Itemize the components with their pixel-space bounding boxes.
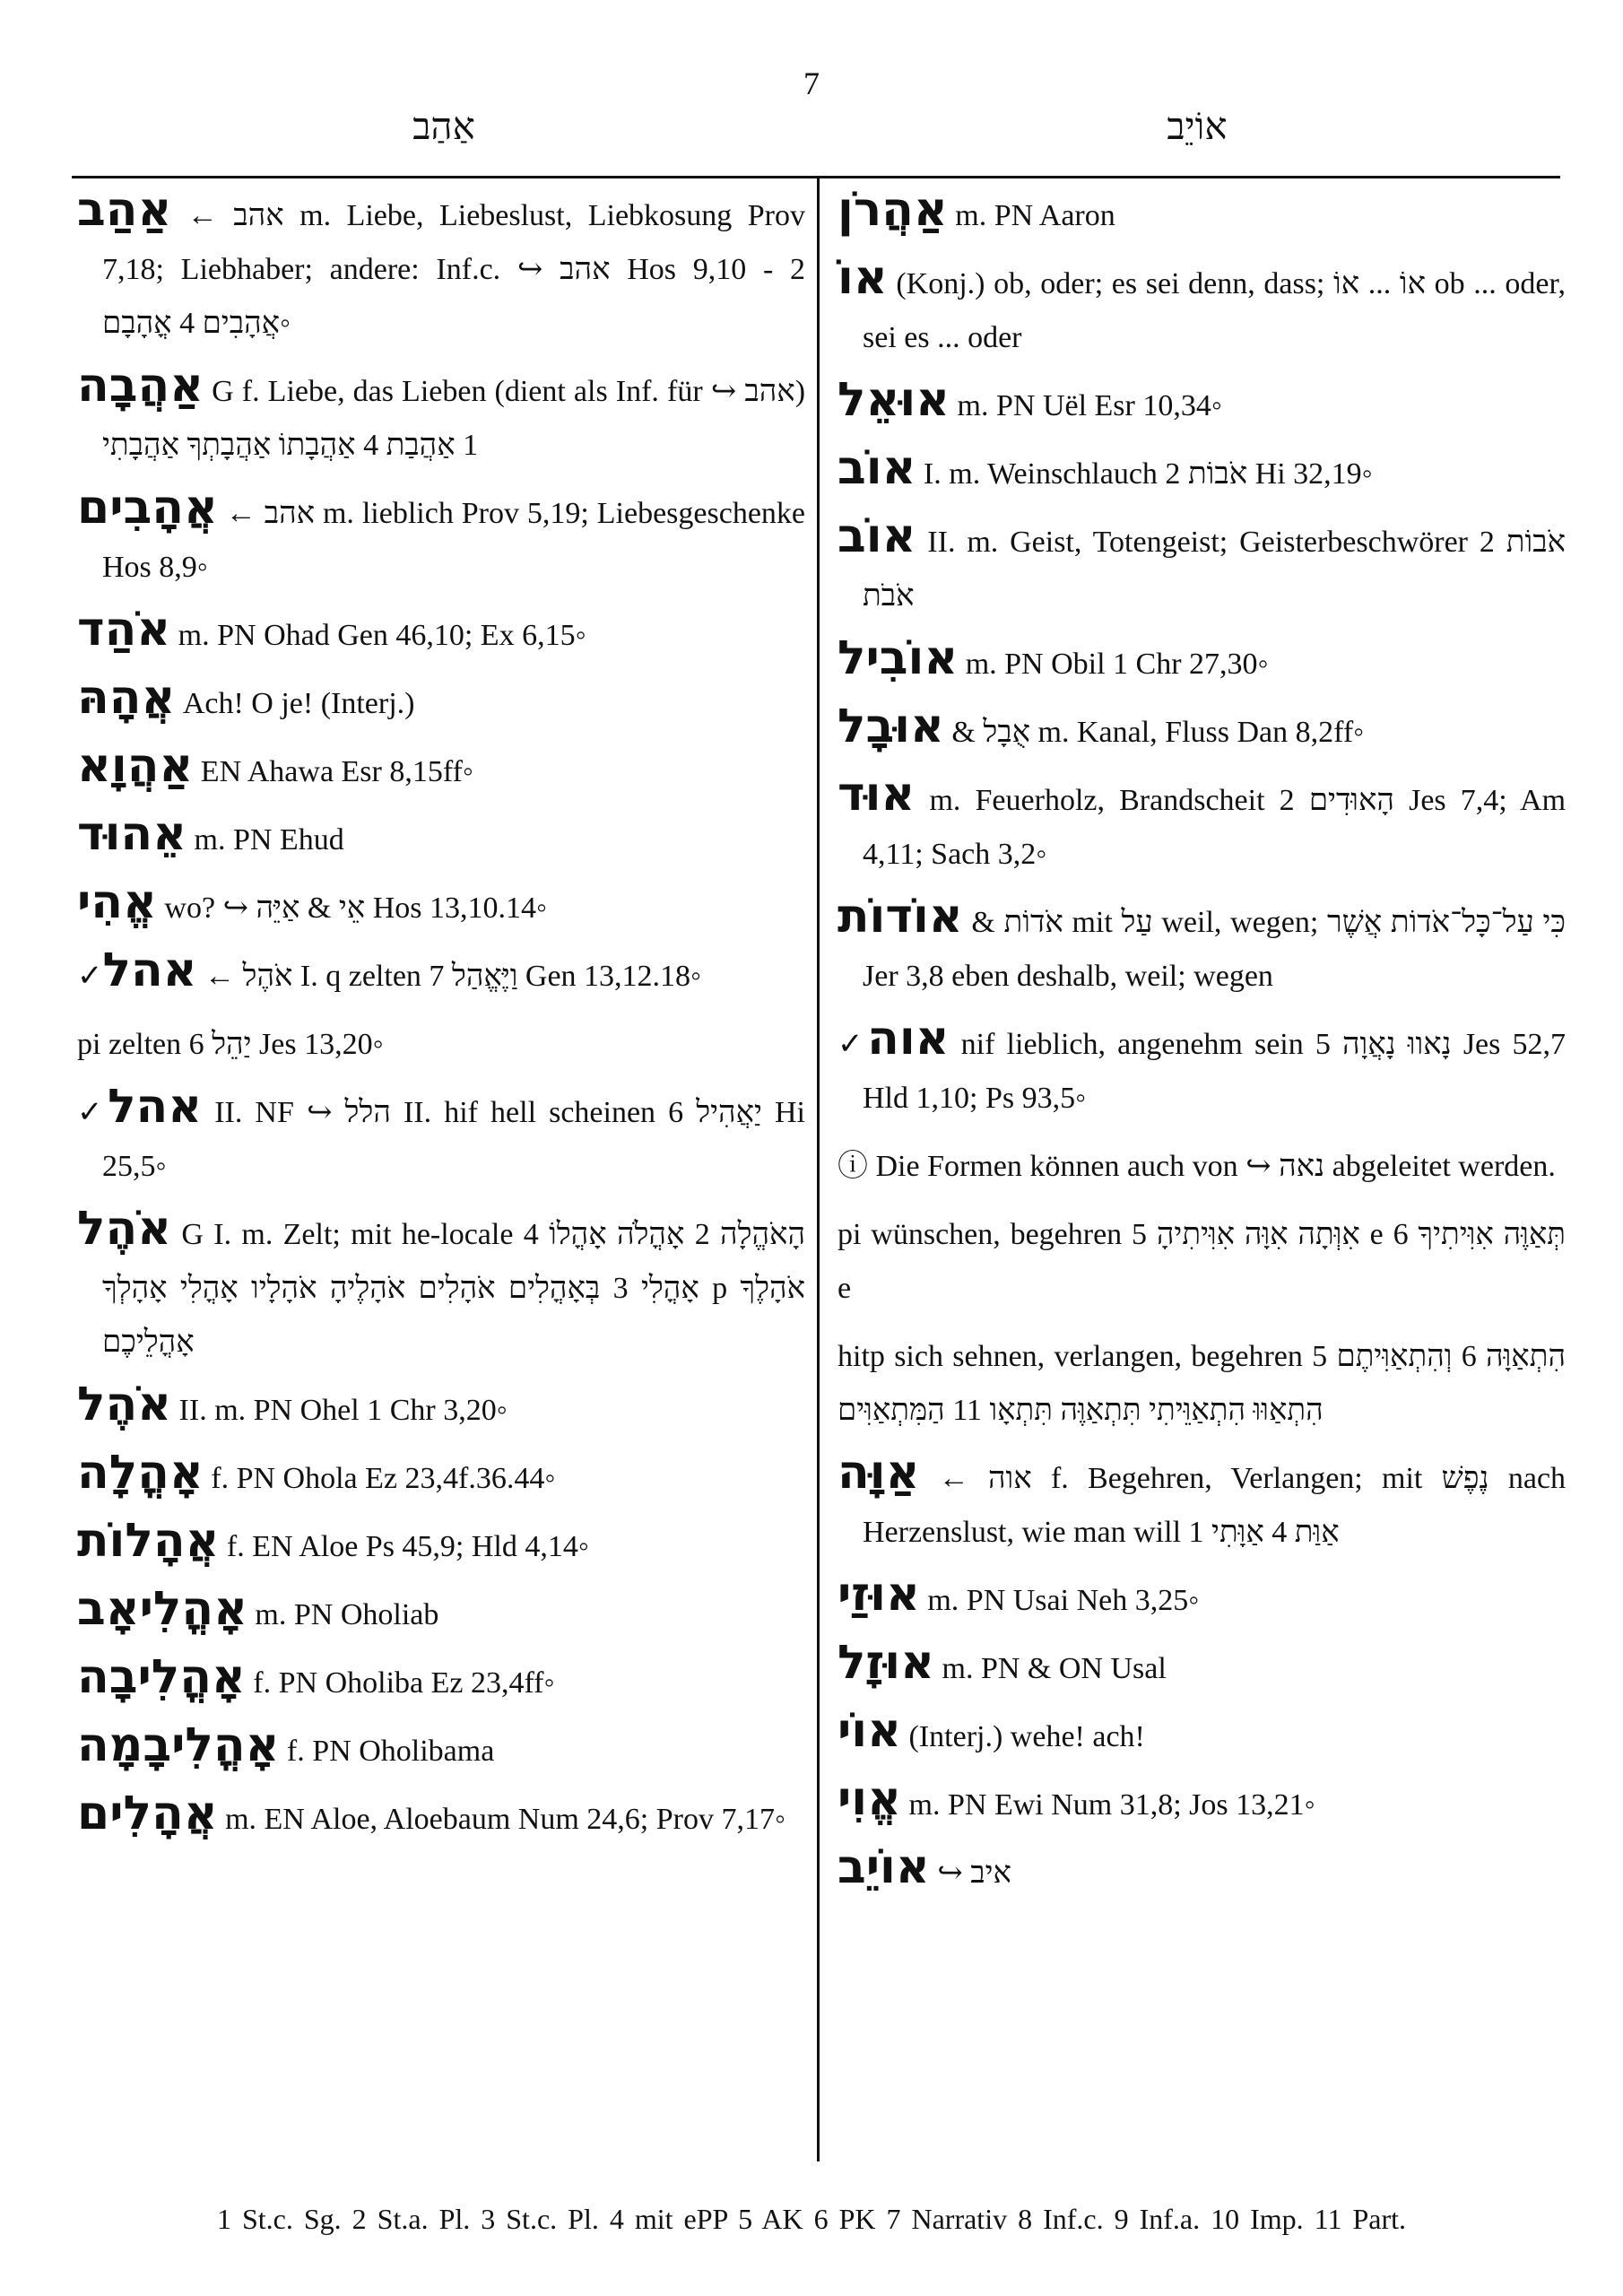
entry-text: (Konj.) ob, oder; es sei denn, dass; אוֹ ... אוֹ ob ... oder, sei es ... oder [863,267,1566,354]
dictionary-entry [838,373,1566,433]
dictionary-entry [77,183,805,351]
entry-lemma: אֵהוּד [77,807,187,861]
dictionary-entry [77,944,805,1004]
entry-lemma: אוֹ [838,251,888,305]
entry-text: (Interj.) wehe! ach! [908,1720,1145,1753]
dictionary-entry [838,1840,1566,1900]
entry-lemma: אוּזָל [838,1636,934,1690]
dictionary-entry [838,1012,1566,1126]
entry-text: G I. m. Zelt; mit he-locale הָאֹהֱלָה 2 אָהֳלֹה אָהֳלוֹ 4 אָהֳלִי 3 בְּאָהֳלִים אֹהָלִים אֹהָלֶיהָ אֹהָלָיו אָהֳלִי אָהָלְךָ p אֹהָלֶךָ אָהֳלֵיכֶם [102,1218,806,1359]
entry-text: pi wünschen, begehren 5 אִוְּתָה אִוָּה אִוִּיתִיהָ e 6 תְּאַוֶּה אִוִּיתִיךָ e [838,1218,1567,1305]
entry-text: ⓘ Die Formen können auch von ↪ נאה abgeleitet werden. [838,1150,1556,1183]
dictionary-entry [838,890,1566,1004]
entry-text: m. PN Ewi Num 31,8; Jos 13,21◦ [908,1788,1315,1822]
entry-text: m. PN Obil 1 Chr 27,30◦ [965,648,1269,681]
entry-lemma: אֲהָהּ [77,671,176,725]
dictionary-entry [77,1012,805,1072]
entry-lemma: אָהֳלִיבָה [77,1650,246,1704]
left-column [77,183,805,1855]
dictionary-entry [838,1568,1566,1628]
entry-lemma: אָהֳלִיבָמָה [77,1718,280,1772]
entry-text: m. PN Oholiab [255,1598,439,1631]
entry-lemma: אֲהָלוֹת [77,1514,220,1568]
dictionary-entry [77,1202,805,1370]
entry-text: ← אֹהֶל I. q zelten 7 וַיֶּאֱהַל Gen 13,12.18◦ [204,960,702,993]
entry-text: m. PN Usai Neh 3,25◦ [927,1584,1200,1617]
entry-text: ← אוה f. Begehren, Verlangen; mit נֶפֶשׁ nach Herzenslust, wie man will 1 אַוַּת 4 אַוָּתִי [863,1462,1567,1549]
entry-text: & אֹדוֹת mit עַל weil, wegen; כִּי עַל־כָּל־אֹדוֹת אֲשֶׁר Jer 3,8 eben deshalb, weil; wegen [863,906,1567,993]
dictionary-entry [838,700,1566,760]
entry-text: ← אהב m. lieblich Prov 5,19; Liebesgeschenke Hos 8,9◦ [102,497,806,584]
entry-lemma: אוּאֵל [838,373,950,427]
dictionary-entry [77,739,805,799]
entry-text: ↪ איב [937,1857,1011,1890]
dictionary-entry [838,441,1566,501]
entry-text: I. m. Weinschlauch 2 אֹבוֹת Hi 32,19◦ [923,457,1373,491]
entry-lemma: אוה [867,1012,950,1065]
entry-text: m. PN Ohad Gen 46,10; Ex 6,15◦ [178,619,586,652]
entry-text: II. m. Geist, Totengeist; Geisterbeschwörer 2 אֹבוֹת אֹבֹת [863,526,1566,613]
dictionary-entry [77,1378,805,1438]
entry-text: wo? ↪ אֵי & אַיֵּה Hos 13,10.14◦ [164,891,548,925]
entry-marker: ✓ [77,1096,108,1129]
running-head-right: אוֹיֵב [1167,107,1228,148]
dictionary-entry [838,1704,1566,1764]
entry-text: f. PN Oholiba Ez 23,4ff◦ [253,1666,555,1700]
entry-text: m. EN Aloe, Aloebaum Num 24,6; Prov 7,17◦ [225,1803,786,1836]
entry-text: m. PN Ehud [194,823,344,857]
running-head-left: אַהַב [412,107,475,148]
dictionary-entry [838,1134,1566,1194]
entry-text: EN Ahawa Esr 8,15ff◦ [200,755,473,788]
entry-lemma: אַהֲרֹן [838,183,948,237]
entry-lemma: אוֹיֵב [838,1840,930,1894]
header-rule [72,176,1560,178]
entry-lemma: אהל [102,944,197,997]
dictionary-entry [838,251,1566,365]
dictionary-entry [838,1202,1566,1316]
entry-lemma: אֹהֶל [77,1202,172,1256]
dictionary-entry [77,875,805,935]
entry-lemma: אוֹי [838,1704,902,1758]
entry-text: f. EN Aloe Ps 45,9; Hld 4,14◦ [226,1530,589,1563]
entry-lemma: אַהֲבָה [77,359,204,413]
dictionary-entry [77,1514,805,1574]
entry-lemma: אֲהָבִים [77,481,218,535]
entry-lemma: אוֹב [838,441,916,495]
dictionary-entry [77,1446,805,1506]
dictionary-entry [838,509,1566,623]
dictionary-entry [77,807,805,867]
entry-lemma: אוּד [838,768,916,822]
entry-lemma: אוֹדוֹת [838,890,963,944]
dictionary-entry [838,1772,1566,1832]
entry-text: nif lieblich, angenehm sein 5 נָאווּ נָאֲוָה Jes 52,7 Hld 1,10; Ps 93,5◦ [863,1028,1566,1115]
entry-lemma: אוֹבִיל [838,631,959,685]
entry-lemma: אֹהֶל [77,1378,172,1431]
entry-lemma: אהל [108,1080,203,1134]
entry-lemma: אוּזַי [838,1568,920,1622]
entry-text: m. PN Aaron [955,199,1115,232]
abbreviation-legend: 1 St.c. Sg. 2 St.a. Pl. 3 St.c. Pl. 4 mit ePP 5 AK 6 PK 7 Narrativ 8 Inf.c. 9 Inf.a. 10 Imp. 11 Part. [216,2203,1407,2235]
entry-lemma: אֲהָלִים [77,1787,218,1840]
entry-text: & אֻבָל m. Kanal, Fluss Dan 8,2ff◦ [951,716,1365,749]
entry-text: hitp sich sehnen, verlangen, begehren 5 הִתְאַוָּה 6 וְהִתְאַוִּיתֶם הִתְאַוּוּ הִתְאַוֵּיתִי תִּתְאַוֶּה תִּתְאָו 11 הַמִּתְאַוִּים [838,1340,1566,1427]
dictionary-entry [838,183,1566,243]
entry-text: G f. Liebe, das Lieben (dient als Inf. für ↪ אהב) 1 אַהֲבַת 4 אַהֲבָתוֹ אַהֲבָתְךָ אַהֲבָתִי [102,375,806,462]
dictionary-entry [77,1718,805,1779]
dictionary-entry [838,631,1566,691]
entry-text: f. PN Oholibama [286,1735,495,1768]
dictionary-entry [77,1080,805,1194]
entry-lemma: אַהֲוָא [77,739,194,793]
dictionary-entry [77,481,805,595]
entry-text: pi zelten 6 יַהֵל Jes 13,20◦ [77,1028,384,1061]
entry-lemma: אַהַב [77,183,172,237]
dictionary-entry [77,603,805,663]
entry-lemma: אֹהַד [77,603,171,657]
entry-text: ← אהב m. Liebe, Liebeslust, Liebkosung Prov 7,18; Liebhaber; andere: Inf.c. ↪ אהב Hos 9,10 - 2 אֲהָבִים 4 אֳהָבָם◦ [102,199,806,340]
entry-text: m. PN & ON Usal [942,1652,1167,1685]
entry-text: II. m. PN Ohel 1 Chr 3,20◦ [178,1394,508,1427]
dictionary-entry [77,671,805,731]
dictionary-entry [77,1787,805,1847]
entry-lemma: אַוָּה [838,1446,920,1500]
dictionary-entry [77,1650,805,1710]
dictionary-entry [77,359,805,473]
dictionary-entry [838,1324,1566,1438]
entry-lemma: אֱוִי [838,1772,902,1826]
entry-lemma: אָהֳלִיאָב [77,1582,247,1636]
entry-lemma: אֱהִי [77,875,157,929]
entry-marker: ✓ [77,960,103,993]
entry-marker: ✓ [838,1028,868,1061]
entry-lemma: אָהֳלָה [77,1446,204,1500]
entry-lemma: אוּבָל [838,700,944,753]
dictionary-entry [838,1446,1566,1560]
entry-text: m. Feuerholz, Brandscheit 2 הָאוּדִים Jes 7,4; Am 4,11; Sach 3,2◦ [863,784,1567,871]
entry-text: II. NF ↪ הלל II. hif hell scheinen 6 יַאֲהִיל Hi 25,5◦ [102,1096,805,1183]
entry-text: f. PN Ohola Ez 23,4f.36.44◦ [211,1462,556,1495]
entry-text: Ach! O je! (Interj.) [182,687,415,720]
right-column [838,183,1566,1909]
dictionary-entry [838,768,1566,882]
page-number: 7 [803,65,820,101]
entry-text: m. PN Uël Esr 10,34◦ [957,389,1222,422]
column-divider [817,176,820,2161]
dictionary-entry [838,1636,1566,1696]
dictionary-entry [77,1582,805,1642]
entry-lemma: אוֹב [838,509,916,563]
